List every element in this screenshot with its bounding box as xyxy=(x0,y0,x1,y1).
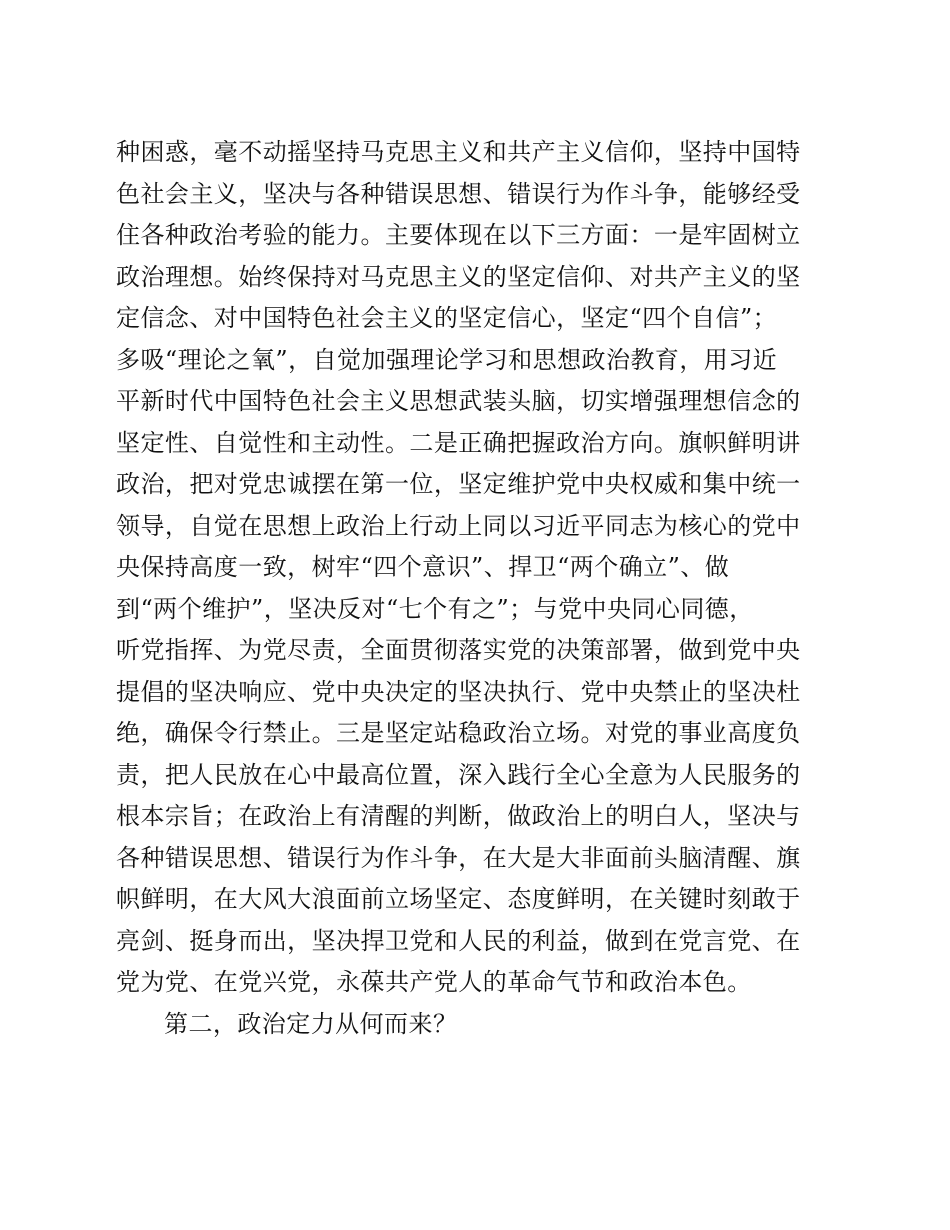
section-heading: 第二，政治定力从何而来？ xyxy=(164,1009,458,1038)
text-line: 定信念、对中国特色社会主义的坚定信心，坚定“四个自信”； xyxy=(116,304,778,332)
text-line: 政治，把对党忠诚摆在第一位，坚定维护党中央权威和集中统一 xyxy=(116,470,801,498)
text-line: 央保持高度一致，树牢“四个意识”、捍卫“两个确立”、做 xyxy=(116,553,730,581)
text-line: 到“两个维护”，坚决反对“七个有之”；与党中央同心同德， xyxy=(116,594,754,623)
text-line: 住各种政治考验的能力。主要体现在以下三方面：一是牢固树立 xyxy=(116,221,801,249)
text-line: 领导，自觉在思想上政治上行动上同以习近平同志为核心的党中 xyxy=(116,511,801,540)
text-line: 听党指挥、为党尽责，全面贯彻落实党的决策部署，做到党中央 xyxy=(116,636,801,664)
text-line: 色社会主义，坚决与各种错误思想、错误行为作斗争，能够经受 xyxy=(116,179,801,208)
text-line: 政治理想。始终保持对马克思主义的坚定信仰、对共产主义的坚 xyxy=(116,262,801,291)
text-line: 根本宗旨；在政治上有清醒的判断，做政治上的明白人，坚决与 xyxy=(116,802,801,830)
text-line: 帜鲜明，在大风大浪面前立场坚定、态度鲜明，在关键时刻敢于 xyxy=(116,885,801,913)
body-text xyxy=(116,132,816,1045)
text-line: 种困惑，毫不动摇坚持马克思主义和共产主义信仰，坚持中国特 xyxy=(116,138,801,166)
text-line: 亮剑、挺身而出，坚决捍卫党和人民的利益，做到在党言党、在 xyxy=(116,926,801,955)
text-line: 多吸“理论之氧”，自觉加强理论学习和思想政治教育，用习近 xyxy=(116,345,778,374)
text-line: 提倡的坚决响应、党中央决定的坚决执行、党中央禁止的坚决杜 xyxy=(116,677,801,706)
text-line: 平新时代中国特色社会主义思想武装头脑，切实增强理想信念的 xyxy=(116,387,801,415)
text-line: 坚定性、自觉性和主动性。二是正确把握政治方向。旗帜鲜明讲 xyxy=(116,428,801,457)
text-line: 责，把人民放在心中最高位置，深入践行全心全意为人民服务的 xyxy=(116,760,801,789)
text-line: 各种错误思想、错误行为作斗争，在大是大非面前头脑清醒、旗 xyxy=(116,843,801,872)
text-line: 党为党、在党兴党，永葆共产党人的革命气节和政治本色。 xyxy=(116,968,752,996)
text-line: 绝，确保令行禁止。三是坚定站稳政治立场。对党的事业高度负 xyxy=(116,719,801,747)
